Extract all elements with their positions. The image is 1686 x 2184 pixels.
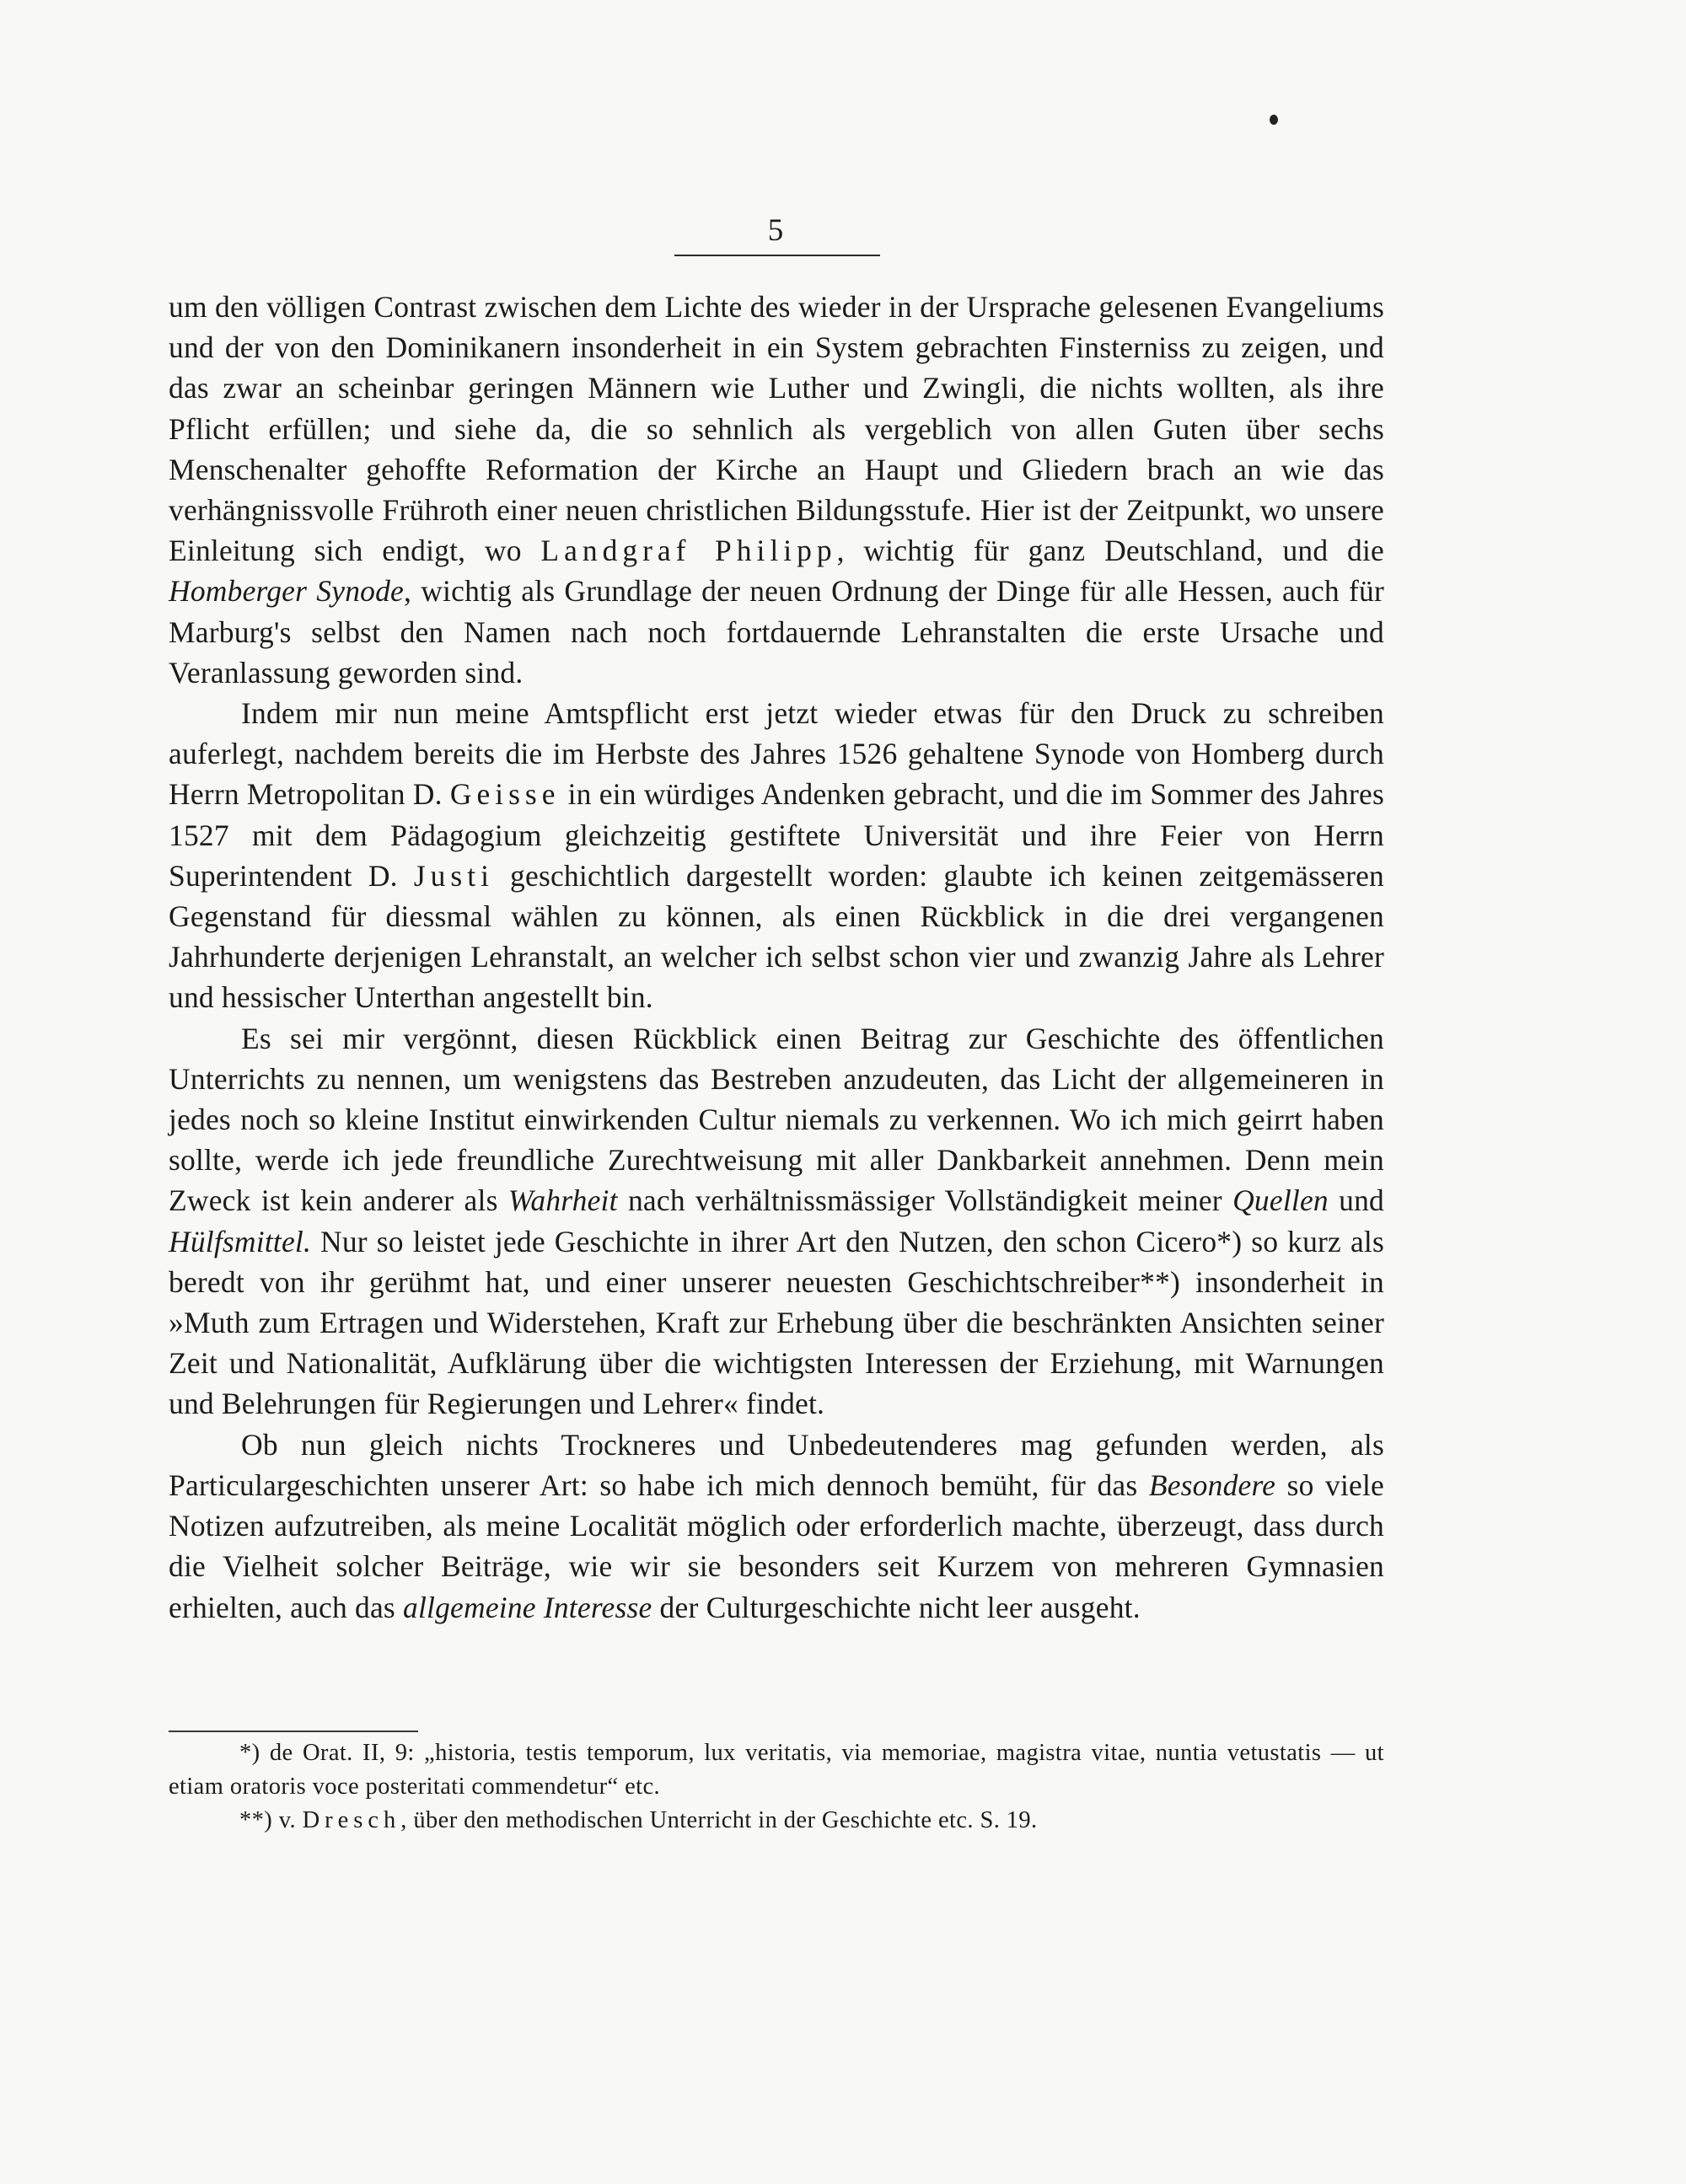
text-run: **) v. [239, 1807, 303, 1833]
italic-span: Quellen [1232, 1183, 1329, 1218]
text-run: geschichtlich dargestellt worden: glaubte ich keinen zeitgemässeren Gegenstand für diessmal wählen zu können, als einen Rückblick in die drei vergangenen Jahrhunderte derjenigen Lehranstalt, an welcher ich selbst schon vier und zwanzig Jahre als Lehrer und hessischer Unterthan angestellt bin. [169, 858, 1384, 1015]
body-text [169, 287, 1384, 1628]
text-run: , wichtig für ganz Deutschland, und die [836, 534, 1384, 568]
paragraph [169, 1018, 1384, 1425]
letterspaced-name: Geisse [449, 777, 561, 812]
page-number [0, 212, 1686, 249]
page-number-text: 5 [767, 213, 784, 248]
italic-span: Hülfsmittel. [169, 1224, 312, 1258]
italic-span: allgemeine Interesse [403, 1590, 652, 1624]
text-run: der Culturgeschichte nicht leer ausgeht. [652, 1590, 1141, 1624]
text-run: Indem mir nun meine Amtspflicht erst jetzt wieder etwas für den Druck zu schreiben auferlegt, nachdem bereits die im Herbste des Jahres 1526 gehaltene Synode von Homberg durch Herrn Metropolitan D. [169, 696, 1384, 812]
italic-span: Homberger Synode [169, 574, 404, 609]
paragraph [169, 287, 1384, 693]
letterspaced-name: Dresch [302, 1807, 401, 1833]
text-run: , über den methodischen Unterricht in der Geschichte etc. S. 19. [400, 1807, 1038, 1833]
text-run: und [1328, 1183, 1384, 1218]
text-run: Nur so leistet jede Geschichte in ihrer Art den Nutzen, den schon Cicero*) so kurz als beredt von ihr gerühmt hat, und einer unserer neuesten Geschichtschreiber**) insonderheit in »Muth zum Ertragen und Widerstehen, Kraft zur Erhebung über die beschränkten Ansichten seiner Zeit und Nationalität, Aufklärung über die wichtigsten Interessen der Erziehung, mit Warnungen und Belehrungen für Regierungen und Lehrer« findet. [169, 1224, 1384, 1421]
text-run: , wichtig als Grundlage der neuen Ordnung der Dinge für alle Hessen, auch für Marburg's selbst den Namen nach noch fortdauernde Lehranstalten die erste Ursache und Veranlassung geworden sind. [169, 574, 1384, 690]
text-run: nach verhältnissmässiger Vollständigkeit meiner [617, 1183, 1233, 1218]
text-run: Ob nun gleich nichts Trockneres und Unbedeutenderes mag gefunden werden, als Particulargeschichten unserer Art: so habe ich mich dennoch bemüht, für das [169, 1427, 1384, 1502]
footnote-rule [169, 1731, 418, 1732]
letterspaced-name: Landgraf Philipp [540, 534, 837, 568]
paragraph [169, 693, 1384, 1018]
text-run: Es sei mir vergönnt, diesen Rückblick einen Beitrag zur Geschichte des öffentlichen Unterrichts zu nennen, um wenigstens das Bestreben anzudeuten, das Licht der allgemeineren in jedes noch so kleine Institut einwirkenden Cultur niemals zu verkennen. Wo ich mich geirrt haben sollte, werde ich jede freundliche Zurechtweisung mit aller Dankbarkeit annehmen. Denn mein Zweck ist kein anderer als [169, 1021, 1384, 1218]
footnote: *) de Orat. II, 9: „historia, testis temporum, lux veritatis, via memoriae, magistra vitae, nuntia vetustatis — ut etiam oratoris voce posteritati commendetur“ etc. [169, 1740, 1384, 1800]
text-run: um den völligen Contrast zwischen dem Lichte des wieder in der Ursprache gelesenen Evangeliums und der von den Dominikanern insonderheit in ein System gebrachten Finsterniss zu zeigen, und das zwar an scheinbar geringen Männern wie Luther und Zwingli, die nichts wollten, als ihre Pflicht erfüllen; und siehe da, die so sehnlich als vergeblich von allen Guten über sechs Menschenalter gehoffte Reformation der Kirche an Haupt und Gliedern brach an wie das verhängnissvolle Frühroth einer neuen christlichen Bildungsstufe. Hier ist der Zeitpunkt, wo unsere Einleitung sich endigt, wo [169, 290, 1384, 568]
italic-span: Wahrheit [507, 1183, 618, 1218]
footnote [169, 1804, 1384, 1838]
italic-span: Besondere [1148, 1468, 1276, 1502]
ink-speck [1270, 115, 1278, 125]
header-rule [674, 255, 880, 256]
text-run: in ein würdiges Andenken gebracht, und die im Sommer des Jahres 1527 mit dem Pädagogium gleichzeitig gestiftete Universität und ihre Feier von Herrn Superintendent D. [169, 777, 1384, 893]
letterspaced-name: Justi [413, 858, 494, 893]
text-run: so viele Notizen aufzutreiben, als meine Localität möglich oder erforderlich machte, überzeugt, dass durch die Vielheit solcher Beiträge, wie wir sie besonders seit Kurzem von mehreren Gymnasien erhielten, auch das [169, 1468, 1384, 1624]
paragraph [169, 1425, 1384, 1628]
footnotes [169, 1736, 1384, 1838]
